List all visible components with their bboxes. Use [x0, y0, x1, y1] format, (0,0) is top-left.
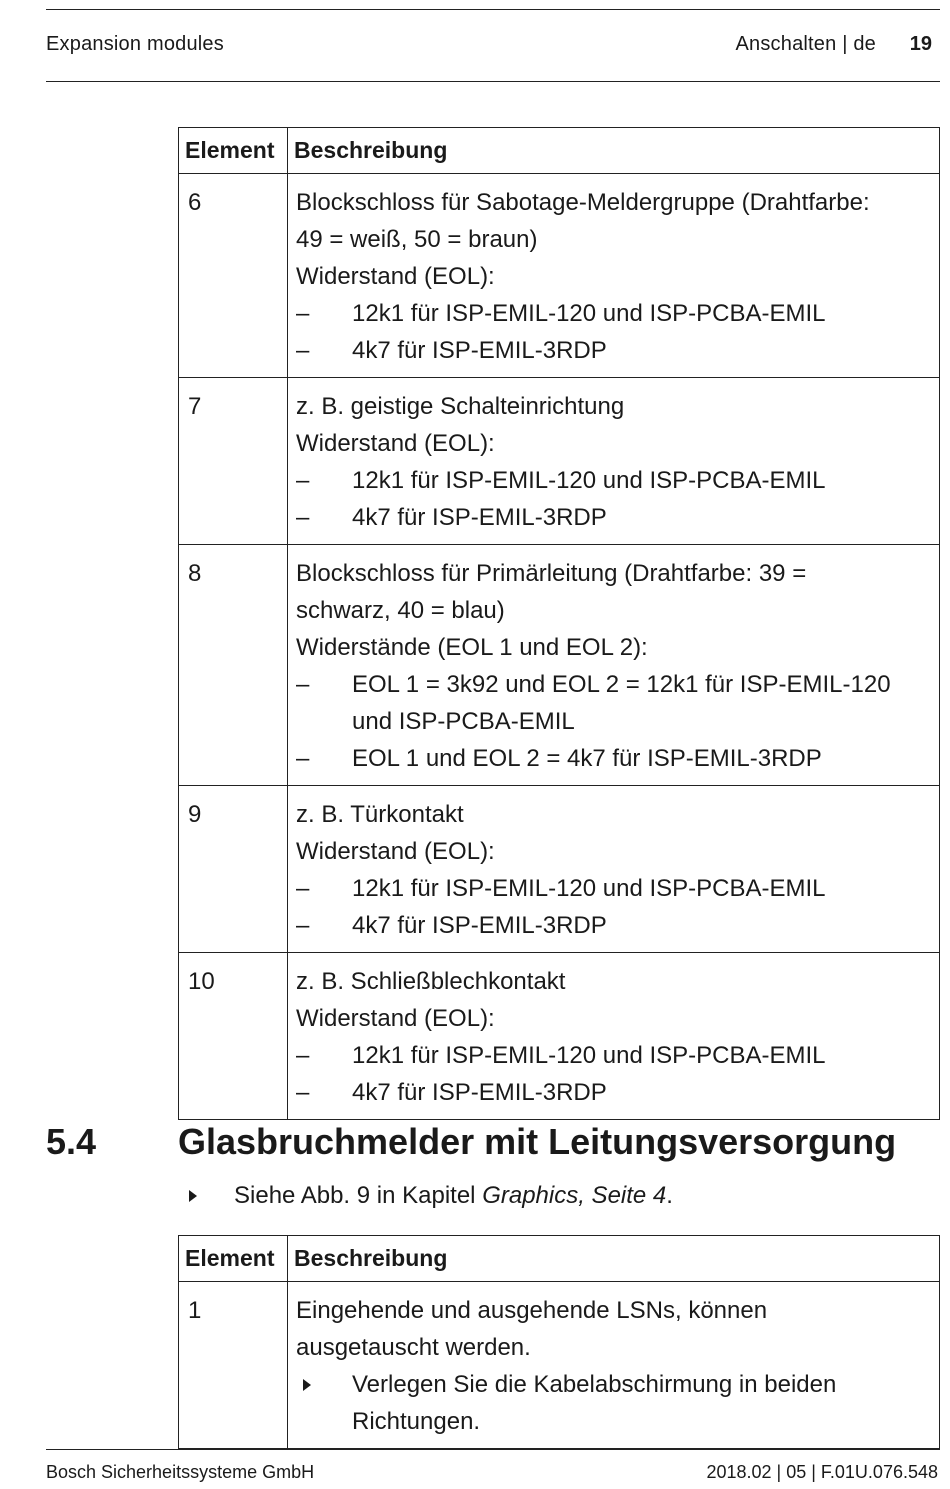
dash-marker: – — [296, 504, 310, 531]
element-description — [288, 953, 940, 1120]
dash-list-item — [296, 870, 931, 907]
list-line: 12k1 für ISP-EMIL-120 und ISP-PCBA-EMIL — [352, 300, 826, 327]
table-row — [179, 953, 940, 1120]
list-line: EOL 1 = 3k92 und EOL 2 = 12k1 für ISP-EMIL-120 — [352, 671, 891, 698]
dash-list-item — [296, 907, 931, 944]
triangle-bullet-icon — [188, 1182, 234, 1210]
see-link[interactable]: Graphics, Seite 4 — [482, 1182, 667, 1209]
dash-marker: – — [296, 875, 310, 902]
element-description — [288, 545, 940, 786]
table-row — [179, 174, 940, 378]
description-line: Widerstand (EOL): — [296, 838, 495, 865]
header-chapter: Expansion modules — [46, 33, 224, 55]
section-number: 5.4 — [46, 1121, 97, 1162]
element-number: 8 — [179, 545, 288, 786]
element-number: 9 — [179, 786, 288, 953]
element-table-1 — [178, 127, 940, 1120]
dash-list-text — [352, 666, 891, 740]
column-header-element: Element — [179, 128, 288, 174]
list-line: und ISP-PCBA-EMIL — [352, 708, 575, 735]
dash-marker: – — [296, 912, 310, 939]
table-row — [179, 1282, 940, 1449]
dash-list-item — [296, 740, 931, 777]
element-description — [288, 378, 940, 545]
column-header-element: Element — [179, 1236, 288, 1282]
element-number: 10 — [179, 953, 288, 1120]
page-number: 19 — [909, 33, 932, 55]
description-line: Widerstand (EOL): — [296, 430, 495, 457]
dash-list-item — [296, 1037, 931, 1074]
element-description — [288, 1282, 940, 1449]
dash-marker: – — [296, 1042, 310, 1069]
instruction-line: Verlegen Sie die Kabelabschirmung in beiden — [352, 1371, 837, 1398]
table-row — [179, 545, 940, 786]
list-line: 12k1 für ISP-EMIL-120 und ISP-PCBA-EMIL — [352, 875, 826, 902]
dash-marker: – — [296, 671, 310, 698]
footer-company: Bosch Sicherheitssysteme GmbH — [46, 1462, 315, 1482]
dash-list-text — [352, 1037, 826, 1074]
element-table-2 — [178, 1235, 940, 1449]
dash-marker: – — [296, 1079, 310, 1106]
see-reference — [188, 1182, 673, 1210]
dash-marker: – — [296, 745, 310, 772]
column-header-description: Beschreibung — [288, 1236, 940, 1282]
instruction-item — [296, 1366, 931, 1440]
dash-list-text — [352, 907, 607, 944]
description-line: z. B. geistige Schalteinrichtung — [296, 393, 625, 420]
instruction-line: Richtungen. — [352, 1408, 481, 1435]
list-line: 4k7 für ISP-EMIL-3RDP — [352, 504, 607, 531]
description-line: z. B. Türkontakt — [296, 801, 464, 828]
dash-list-item — [296, 332, 931, 369]
dash-list-text — [352, 870, 826, 907]
footer-rule — [46, 1449, 940, 1450]
element-number: 7 — [179, 378, 288, 545]
triangle-bullet-icon — [302, 1366, 352, 1440]
description-line: schwarz, 40 = blau) — [296, 597, 505, 624]
dash-list-item — [296, 295, 931, 332]
list-line: 4k7 für ISP-EMIL-3RDP — [352, 912, 607, 939]
dash-marker: – — [296, 467, 310, 494]
header-top-rule — [46, 9, 940, 10]
see-suffix: . — [666, 1182, 673, 1209]
dash-list-text — [352, 1074, 607, 1111]
footer-doc-id: 2018.02 | 05 | F.01U.076.548 — [706, 1462, 938, 1482]
dash-list-text — [352, 740, 822, 777]
list-line: 12k1 für ISP-EMIL-120 und ISP-PCBA-EMIL — [352, 1042, 826, 1069]
description-line: Eingehende und ausgehende LSNs, können — [296, 1297, 768, 1324]
description-line: Widerstände (EOL 1 und EOL 2): — [296, 634, 648, 661]
dash-marker: – — [296, 337, 310, 364]
dash-list-text — [352, 462, 826, 499]
dash-list-item — [296, 499, 931, 536]
dash-list-item — [296, 666, 931, 740]
dash-list-text — [352, 499, 607, 536]
list-line: 12k1 für ISP-EMIL-120 und ISP-PCBA-EMIL — [352, 467, 826, 494]
header-bottom-rule — [46, 81, 940, 82]
instruction-text — [352, 1366, 836, 1440]
dash-marker: – — [296, 300, 310, 327]
table-row — [179, 786, 940, 953]
header-section: Anschalten | de — [735, 33, 876, 55]
description-line: Blockschloss für Sabotage-Meldergruppe (Drahtfarbe: — [296, 189, 870, 216]
description-line: ausgetauscht werden. — [296, 1334, 531, 1361]
dash-list-text — [352, 295, 826, 332]
table-row — [179, 378, 940, 545]
description-line: Blockschloss für Primärleitung (Drahtfarbe: 39 = — [296, 560, 807, 587]
dash-list-item — [296, 1074, 931, 1111]
element-number: 1 — [179, 1282, 288, 1449]
list-line: 4k7 für ISP-EMIL-3RDP — [352, 1079, 607, 1106]
description-line: Widerstand (EOL): — [296, 1005, 495, 1032]
dash-list-item — [296, 462, 931, 499]
list-line: EOL 1 und EOL 2 = 4k7 für ISP-EMIL-3RDP — [352, 745, 822, 772]
description-line: z. B. Schließblechkontakt — [296, 968, 566, 995]
dash-list-text — [352, 332, 607, 369]
column-header-description: Beschreibung — [288, 128, 940, 174]
list-line: 4k7 für ISP-EMIL-3RDP — [352, 337, 607, 364]
element-number: 6 — [179, 174, 288, 378]
see-prefix: Siehe Abb. 9 in Kapitel — [234, 1182, 483, 1209]
description-line: 49 = weiß, 50 = braun) — [296, 226, 538, 253]
description-line: Widerstand (EOL): — [296, 263, 495, 290]
element-description — [288, 174, 940, 378]
section-title: Glasbruchmelder mit Leitungsversorgung — [178, 1121, 897, 1162]
element-description — [288, 786, 940, 953]
